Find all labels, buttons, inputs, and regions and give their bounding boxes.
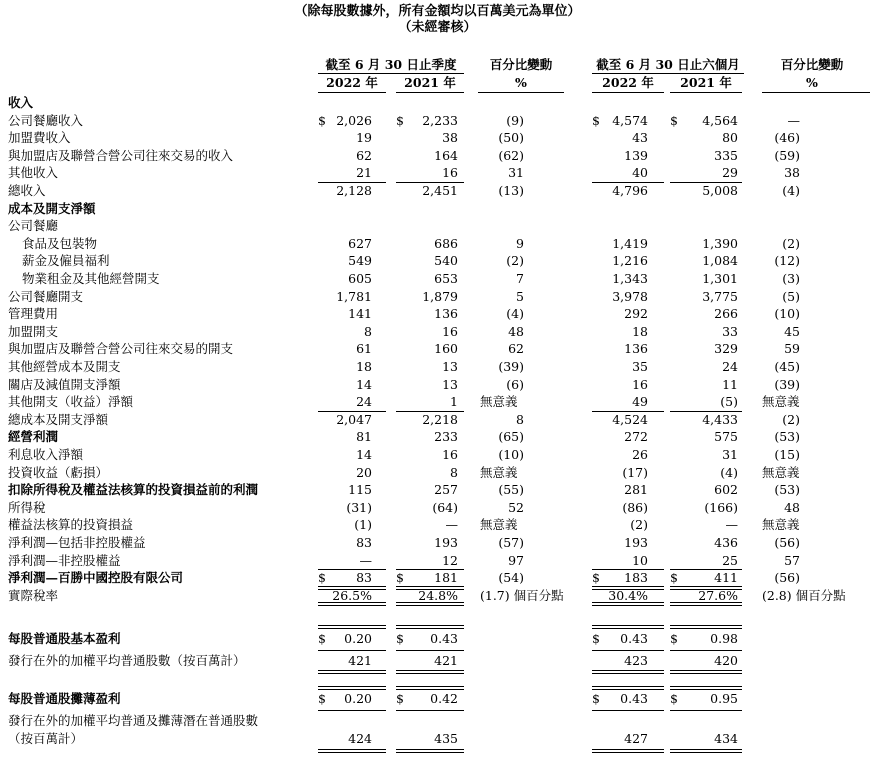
- row-value: (62): [498, 148, 524, 163]
- row-value: 0.20: [344, 631, 372, 646]
- row-value: (2.8) 個百分點: [762, 588, 846, 603]
- halfyear-header: 截至 6 月 30 日止六個月: [596, 57, 740, 72]
- row-value: (17): [622, 465, 648, 480]
- currency-symbol: $: [670, 570, 678, 585]
- quarter-pct-header: 百分比變動: [489, 57, 553, 72]
- row-value: (166): [704, 500, 738, 515]
- row-label: 發行在外的加權平均普通及攤薄潛在普通股數: [8, 713, 259, 728]
- row-value: (15): [774, 447, 800, 462]
- row-value: 5: [516, 289, 524, 304]
- row-value: 1,781: [336, 289, 372, 304]
- table-row: [0, 516, 875, 533]
- row-value: 4,524: [612, 412, 648, 427]
- row-value: 4,574: [612, 113, 648, 128]
- row-value: 139: [624, 148, 648, 163]
- row-label: 食品及包裝物: [22, 236, 98, 251]
- row-value: (45): [774, 359, 800, 374]
- row-value: 4,564: [702, 113, 738, 128]
- row-value: 420: [714, 653, 738, 668]
- table-row: [0, 376, 875, 393]
- table-row: [0, 129, 875, 146]
- table-row: [0, 411, 875, 428]
- table-row: [0, 252, 875, 269]
- row-value: 81: [356, 429, 372, 444]
- row-label: 淨利潤—非控股權益: [8, 553, 121, 568]
- row-value: (4): [506, 306, 524, 321]
- halfyear-2021-header: 2021 年: [680, 75, 732, 90]
- row-value: (56): [774, 535, 800, 550]
- table-row: [0, 270, 875, 287]
- row-value: 26.5%: [332, 588, 372, 603]
- row-value: (86): [622, 500, 648, 515]
- currency-symbol: $: [318, 691, 326, 706]
- row-value: 31: [508, 165, 524, 180]
- row-value: 14: [356, 377, 372, 392]
- row-value: 0.42: [430, 691, 458, 706]
- row-label: 加盟費收入: [8, 130, 71, 145]
- table-row: [0, 164, 875, 181]
- row-value: 686: [434, 236, 458, 251]
- report-header-line2: （未經審核）: [398, 20, 477, 35]
- row-value: 48: [508, 324, 524, 339]
- row-label: 總成本及開支淨額: [8, 412, 109, 427]
- row-value: 16: [442, 447, 458, 462]
- row-value: 40: [632, 165, 648, 180]
- table-row: [0, 235, 875, 252]
- table-row: [0, 499, 875, 516]
- row-value: 8: [450, 465, 458, 480]
- row-value: 0.20: [344, 691, 372, 706]
- row-value: 5,008: [702, 183, 738, 198]
- row-value: (2): [782, 236, 800, 251]
- row-label: （按百萬計）: [8, 731, 84, 746]
- row-value: 181: [434, 570, 458, 585]
- row-value: 18: [632, 324, 648, 339]
- table-row: [0, 288, 875, 305]
- row-value: 549: [348, 253, 372, 268]
- row-value: 61: [356, 341, 372, 356]
- row-label: 收入: [8, 95, 34, 110]
- row-value: 423: [624, 653, 648, 668]
- row-value: (10): [774, 306, 800, 321]
- table-row: [0, 182, 875, 199]
- table-row: [0, 393, 875, 410]
- row-value: 1,879: [422, 289, 458, 304]
- table-row: [0, 428, 875, 445]
- row-value: 38: [442, 130, 458, 145]
- halfyear-pct-header: 百分比變動: [780, 57, 844, 72]
- row-value: 80: [722, 130, 738, 145]
- row-label: 經營利潤: [8, 429, 59, 444]
- row-value: 29: [722, 165, 738, 180]
- row-value: 24.8%: [418, 588, 458, 603]
- row-value: 16: [442, 165, 458, 180]
- row-value: 8: [516, 412, 524, 427]
- row-value: 48: [784, 500, 800, 515]
- row-value: 1,216: [612, 253, 648, 268]
- currency-symbol: $: [396, 631, 404, 646]
- row-value: 605: [348, 271, 372, 286]
- row-value: 35: [632, 359, 648, 374]
- row-value: 0.95: [710, 691, 738, 706]
- currency-symbol: $: [396, 113, 404, 128]
- row-value: 7: [516, 271, 524, 286]
- row-value: (6): [506, 377, 524, 392]
- report-header-line1: （除每股數據外，所有金額均以百萬美元為單位）: [294, 4, 581, 19]
- row-label: 發行在外的加權平均普通股數（按百萬計）: [8, 653, 246, 668]
- row-label: 實際稅率: [8, 588, 59, 603]
- row-value: (5): [720, 394, 738, 409]
- row-value: 0.98: [710, 631, 738, 646]
- row-label: 公司餐廳: [8, 218, 59, 233]
- row-value: 421: [348, 653, 372, 668]
- row-value: —: [445, 517, 458, 532]
- row-value: 2,026: [336, 113, 372, 128]
- row-value: 無意義: [480, 394, 518, 409]
- quarter-header: 截至 6 月 30 日止季度: [325, 57, 457, 72]
- row-value: 無意義: [762, 465, 800, 480]
- row-value: 193: [434, 535, 458, 550]
- row-value: (39): [498, 359, 524, 374]
- row-value: 233: [434, 429, 458, 444]
- table-row: [0, 690, 875, 707]
- row-value: 292: [624, 306, 648, 321]
- row-value: (55): [498, 482, 524, 497]
- row-value: 10: [632, 553, 648, 568]
- row-value: (39): [774, 377, 800, 392]
- row-value: 266: [714, 306, 738, 321]
- row-value: 無意義: [480, 517, 518, 532]
- row-value: 3,775: [702, 289, 738, 304]
- row-value: 164: [434, 148, 458, 163]
- row-label: 扣除所得稅及權益法核算的投資損益前的利潤: [8, 482, 259, 497]
- row-value: 160: [434, 341, 458, 356]
- currency-symbol: $: [670, 113, 678, 128]
- currency-symbol: $: [592, 691, 600, 706]
- row-value: 62: [356, 148, 372, 163]
- table-row: [0, 305, 875, 322]
- row-value: 257: [434, 482, 458, 497]
- row-value: 540: [434, 253, 458, 268]
- row-value: 無意義: [762, 517, 800, 532]
- row-value: 427: [624, 731, 648, 746]
- row-value: 16: [632, 377, 648, 392]
- row-value: 4,796: [612, 183, 648, 198]
- row-value: 59: [784, 341, 800, 356]
- row-value: 2,218: [422, 412, 458, 427]
- row-value: (56): [774, 570, 800, 585]
- row-label: 每股普通股攤薄盈利: [8, 691, 121, 706]
- currency-symbol: $: [318, 570, 326, 585]
- row-value: (3): [782, 271, 800, 286]
- row-value: 193: [624, 535, 648, 550]
- row-label: 加盟開支: [8, 324, 59, 339]
- row-value: 1,084: [702, 253, 738, 268]
- row-value: 24: [722, 359, 738, 374]
- table-row: [0, 147, 875, 164]
- row-value: 57: [784, 553, 800, 568]
- row-value: 653: [434, 271, 458, 286]
- row-value: 1: [450, 394, 458, 409]
- row-value: 627: [348, 236, 372, 251]
- row-value: (64): [432, 500, 458, 515]
- quarter-pct-unit: %: [515, 75, 527, 90]
- quarter-2022-header: 2022 年: [326, 75, 378, 90]
- currency-symbol: $: [396, 570, 404, 585]
- currency-symbol: $: [396, 691, 404, 706]
- row-value: (65): [498, 429, 524, 444]
- row-value: —: [359, 553, 372, 568]
- row-value: 33: [722, 324, 738, 339]
- row-value: 11: [722, 377, 738, 392]
- row-value: 38: [784, 165, 800, 180]
- row-value: 0.43: [620, 691, 648, 706]
- row-value: 1,390: [702, 236, 738, 251]
- row-label: 公司餐廳收入: [8, 113, 84, 128]
- row-value: 25: [722, 553, 738, 568]
- table-row: [0, 630, 875, 647]
- row-value: 49: [632, 394, 648, 409]
- row-label: 所得稅: [8, 500, 46, 515]
- row-label: 公司餐廳開支: [8, 289, 84, 304]
- row-label: 其他經營成本及開支: [8, 359, 121, 374]
- row-value: 272: [624, 429, 648, 444]
- row-label: 利息收入淨額: [8, 447, 84, 462]
- row-value: 335: [714, 148, 738, 163]
- row-value: (2): [630, 517, 648, 532]
- row-value: (2): [506, 253, 524, 268]
- table-row: [0, 94, 875, 111]
- table-row: [0, 552, 875, 569]
- row-value: 14: [356, 447, 372, 462]
- row-value: (4): [720, 465, 738, 480]
- currency-symbol: $: [670, 691, 678, 706]
- row-value: 424: [348, 731, 372, 746]
- row-value: (31): [346, 500, 372, 515]
- row-label: 投資收益（虧損）: [8, 465, 109, 480]
- table-row: [0, 217, 875, 234]
- row-value: 136: [624, 341, 648, 356]
- row-value: 115: [348, 482, 372, 497]
- row-value: 12: [442, 553, 458, 568]
- row-label: 每股普通股基本盈利: [8, 631, 121, 646]
- row-value: 183: [624, 570, 648, 585]
- row-value: 4,433: [702, 412, 738, 427]
- currency-symbol: $: [592, 570, 600, 585]
- row-value: 19: [356, 130, 372, 145]
- row-value: (53): [774, 482, 800, 497]
- row-value: (57): [498, 535, 524, 550]
- row-value: (13): [498, 183, 524, 198]
- row-value: (12): [774, 253, 800, 268]
- row-value: (53): [774, 429, 800, 444]
- row-value: 421: [434, 653, 458, 668]
- row-value: 1,343: [612, 271, 648, 286]
- row-value: 411: [714, 570, 738, 585]
- row-value: 2,233: [422, 113, 458, 128]
- table-row: [0, 358, 875, 375]
- table-row: [0, 481, 875, 498]
- row-value: 141: [348, 306, 372, 321]
- table-row: [0, 112, 875, 129]
- row-label: 物業租金及其他經營開支: [22, 271, 160, 286]
- currency-symbol: $: [318, 631, 326, 646]
- row-value: 0.43: [430, 631, 458, 646]
- row-value: 無意義: [762, 394, 800, 409]
- row-value: 21: [356, 165, 372, 180]
- row-value: 8: [364, 324, 372, 339]
- row-value: (1): [354, 517, 372, 532]
- quarter-2021-header: 2021 年: [404, 75, 456, 90]
- row-value: 13: [442, 377, 458, 392]
- row-value: (50): [498, 130, 524, 145]
- row-value: —: [725, 517, 738, 532]
- table-row: [0, 569, 875, 586]
- row-value: 2,047: [336, 412, 372, 427]
- row-label: 關店及減值開支淨額: [8, 377, 121, 392]
- row-label: 權益法核算的投資損益: [8, 517, 134, 532]
- row-value: (10): [498, 447, 524, 462]
- table-row: [0, 730, 875, 747]
- table-row: [0, 534, 875, 551]
- row-value: 83: [356, 535, 372, 550]
- row-value: 27.6%: [698, 588, 738, 603]
- row-value: 20: [356, 465, 372, 480]
- row-value: (59): [774, 148, 800, 163]
- row-value: 無意義: [480, 465, 518, 480]
- row-label: 與加盟店及聯營合營公司往來交易的收入: [8, 148, 234, 163]
- table-row: [0, 652, 875, 669]
- row-value: 45: [784, 324, 800, 339]
- row-value: 52: [508, 500, 524, 515]
- currency-symbol: $: [592, 113, 600, 128]
- row-label: 總收入: [8, 183, 46, 198]
- table-row: [0, 323, 875, 340]
- row-value: 83: [356, 570, 372, 585]
- row-value: 16: [442, 324, 458, 339]
- currency-symbol: $: [670, 631, 678, 646]
- currency-symbol: $: [318, 113, 326, 128]
- row-value: 18: [356, 359, 372, 374]
- row-value: 13: [442, 359, 458, 374]
- table-row: [0, 446, 875, 463]
- row-label: 與加盟店及聯營合營公司往來交易的開支: [8, 341, 234, 356]
- row-value: 24: [356, 394, 372, 409]
- row-label: 薪金及僱員福利: [22, 253, 110, 268]
- table-row: [0, 464, 875, 481]
- row-value: 43: [632, 130, 648, 145]
- row-value: 435: [434, 731, 458, 746]
- row-value: 2,128: [336, 183, 372, 198]
- row-value: 575: [714, 429, 738, 444]
- row-label: 其他開支（收益）淨額: [8, 394, 134, 409]
- row-value: 3,978: [612, 289, 648, 304]
- row-value: (4): [782, 183, 800, 198]
- table-row: [0, 200, 875, 217]
- row-value: 9: [516, 236, 524, 251]
- row-label: 其他收入: [8, 165, 59, 180]
- halfyear-pct-unit: %: [806, 75, 818, 90]
- row-value: (2): [782, 412, 800, 427]
- row-value: 62: [508, 341, 524, 356]
- row-value: 30.4%: [608, 588, 648, 603]
- row-value: 2,451: [422, 183, 458, 198]
- row-value: —: [787, 113, 800, 128]
- row-value: 26: [632, 447, 648, 462]
- row-value: (54): [498, 570, 524, 585]
- row-value: 1,301: [702, 271, 738, 286]
- row-label: 成本及開支淨額: [8, 201, 96, 216]
- row-value: 0.43: [620, 631, 648, 646]
- row-value: (5): [782, 289, 800, 304]
- row-value: 434: [714, 731, 738, 746]
- row-value: 97: [508, 553, 524, 568]
- row-value: 1,419: [612, 236, 648, 251]
- row-value: 436: [714, 535, 738, 550]
- row-value: 329: [714, 341, 738, 356]
- currency-symbol: $: [592, 631, 600, 646]
- row-label: 管理費用: [8, 306, 59, 321]
- row-value: (9): [506, 113, 524, 128]
- halfyear-2022-header: 2022 年: [602, 75, 654, 90]
- table-row: [0, 712, 875, 729]
- row-value: 136: [434, 306, 458, 321]
- row-value: 602: [714, 482, 738, 497]
- row-value: (1.7) 個百分點: [480, 588, 564, 603]
- row-value: 31: [722, 447, 738, 462]
- row-value: 281: [624, 482, 648, 497]
- row-label: 淨利潤—百勝中國控股有限公司: [8, 570, 184, 585]
- row-value: (46): [774, 130, 800, 145]
- table-row: [0, 340, 875, 357]
- row-label: 淨利潤—包括非控股權益: [8, 535, 146, 550]
